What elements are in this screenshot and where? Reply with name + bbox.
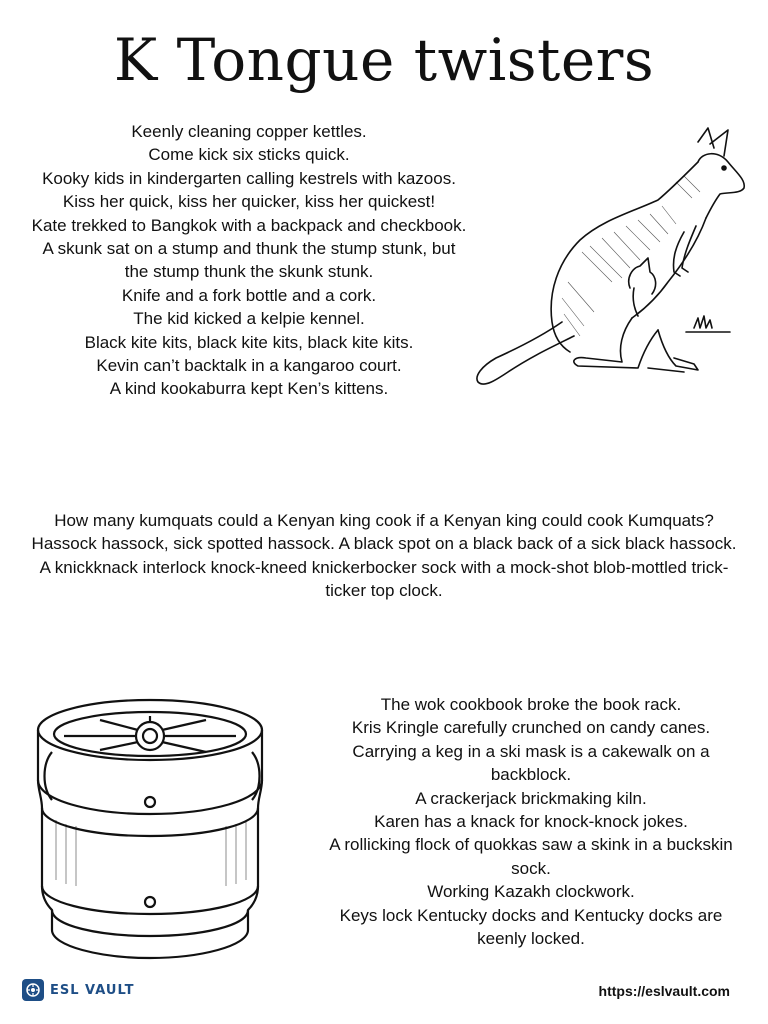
tongue-twister: Keys lock Kentucky docks and Kentucky docks are keenly locked.	[339, 905, 723, 949]
tongue-twister-list-middle	[28, 509, 740, 603]
tongue-twister: A knickknack interlock knock-kneed knickerbocker sock with a mock-shot blob-mottled trick-ticker top clock.	[39, 557, 729, 601]
vault-icon	[22, 979, 44, 1001]
tongue-twister: Black kite kits, black kite kits, black kite kits.	[84, 332, 414, 352]
esl-vault-logo[interactable]	[22, 979, 134, 1001]
tongue-twister: Come kick six sticks quick.	[148, 145, 350, 165]
tongue-twister: The wok cookbook broke the book rack.	[380, 695, 682, 714]
tongue-twister: Kooky kids in kindergarten calling kestrels with kazoos.	[42, 168, 456, 188]
tongue-twister: How many kumquats could a Kenyan king cook if a Kenyan king could cook Kumquats?	[54, 511, 714, 530]
tongue-twister: Kate trekked to Bangkok with a backpack and checkbook.	[31, 215, 467, 235]
page-title: K Tongue twisters	[113, 26, 655, 94]
tongue-twister: Hassock hassock, sick spotted hassock. A black spot on a black back of a sick black hassock.	[31, 534, 737, 554]
website-link[interactable]: https://eslvault.com	[598, 983, 730, 999]
tongue-twister-list-top	[30, 120, 468, 401]
tongue-twister: Working Kazakh clockwork.	[427, 882, 635, 902]
tongue-twister: A crackerjack brickmaking kiln.	[415, 788, 647, 808]
tongue-twister: Keenly cleaning copper kettles.	[131, 122, 367, 141]
tongue-twister: Kris Kringle carefully crunched on candy canes.	[351, 718, 711, 738]
tongue-twister: A kind kookaburra kept Ken’s kittens.	[109, 379, 389, 399]
tongue-twister: Carrying a keg in a ski mask is a cakewalk on a backblock.	[352, 741, 710, 785]
tongue-twister: Kevin can’t backtalk in a kangaroo court.	[96, 356, 402, 376]
tongue-twister-list-bottom	[318, 693, 744, 950]
tongue-twister: A rollicking flock of quokkas saw a skink in a buckskin sock.	[329, 835, 733, 878]
keg-illustration	[30, 690, 280, 960]
tongue-twister: A skunk sat on a stump and thunk the stump stunk, but the stump thunk the skunk stunk.	[42, 239, 456, 282]
logo-text: ESL VAULT	[50, 982, 135, 998]
tongue-twister: Kiss her quick, kiss her quicker, kiss her quickest!	[62, 192, 436, 212]
tongue-twister: Karen has a knack for knock-knock jokes.	[374, 812, 688, 832]
kangaroo-illustration	[462, 122, 752, 394]
tongue-twister: Knife and a fork bottle and a cork.	[121, 285, 377, 305]
tongue-twister: The kid kicked a kelpie kennel.	[133, 309, 365, 329]
